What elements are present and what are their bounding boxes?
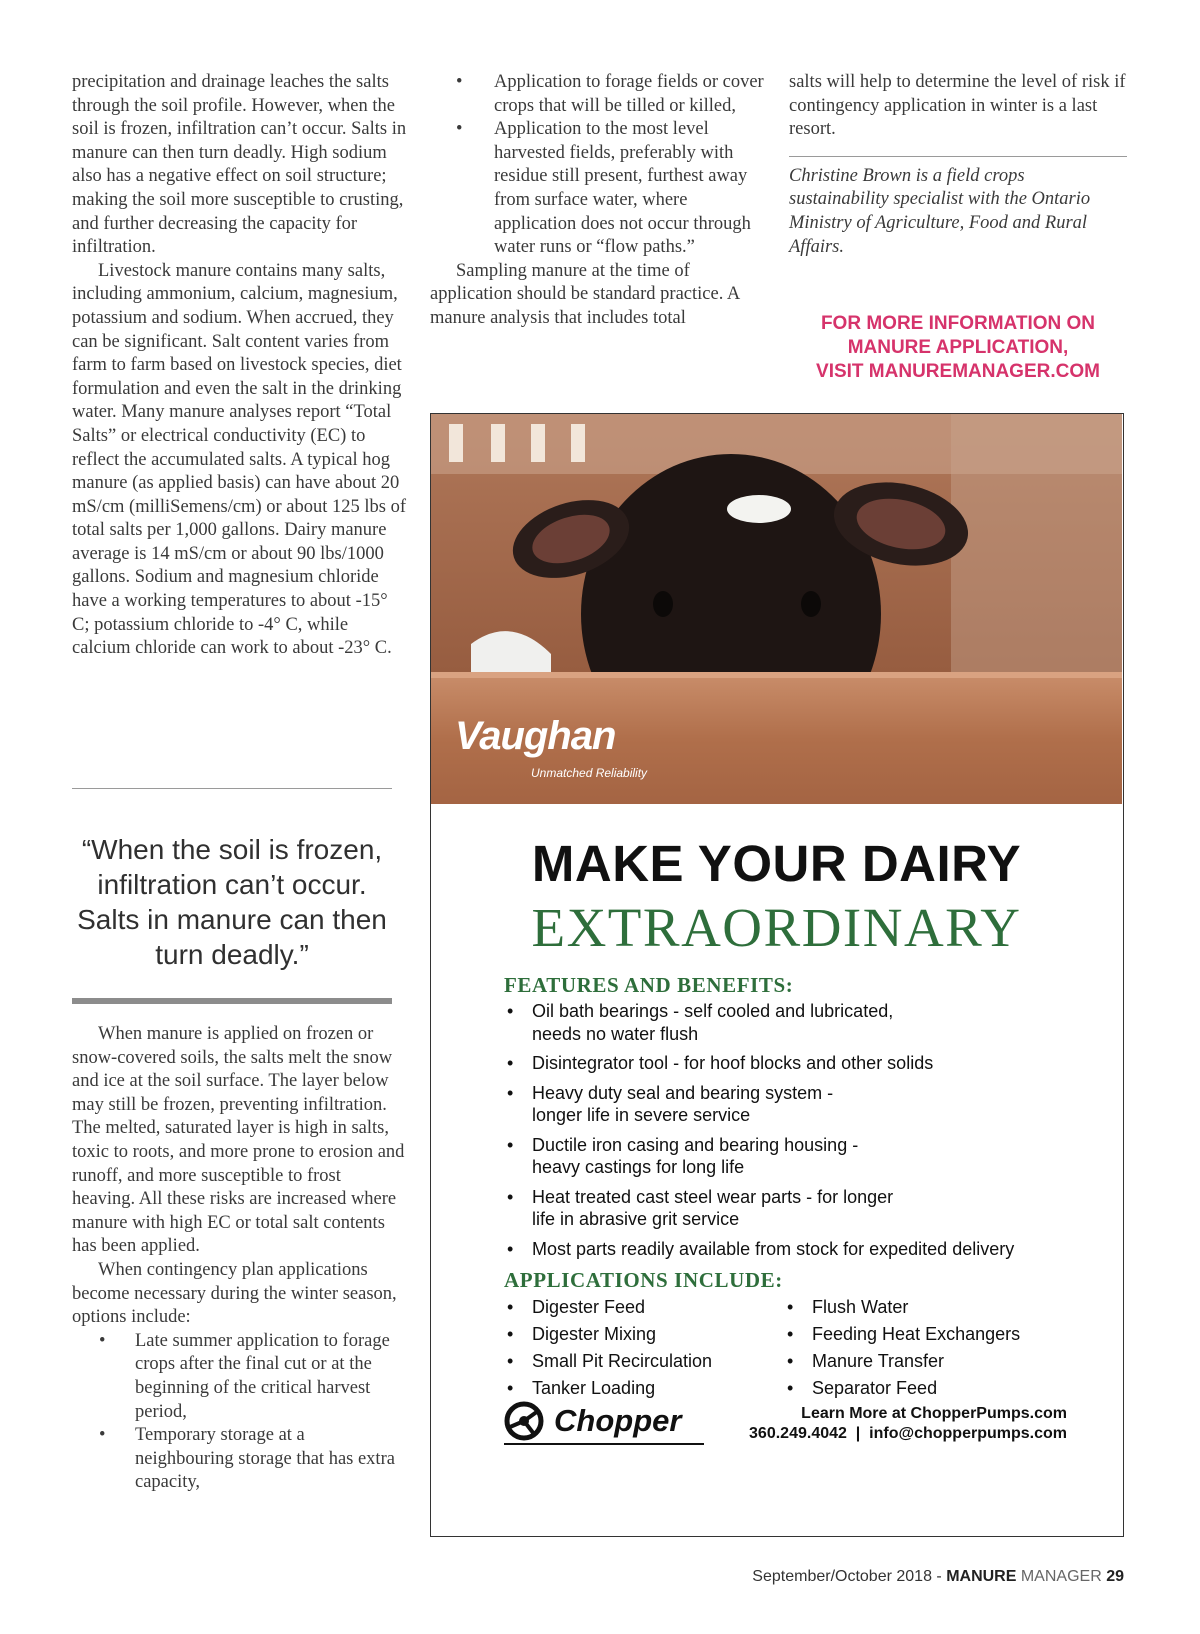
- feature-item: [504, 1238, 1014, 1261]
- list-item: • Application to the most level harvested fields, preferably with residue still present, furthest away from surface water, where application does not occur through water runs or “flow paths.”: [430, 118, 770, 260]
- divider: [72, 998, 392, 1004]
- divider: [72, 788, 392, 789]
- column-1: [72, 71, 408, 661]
- applications-heading: APPLICATIONS INCLUDE:: [504, 1268, 783, 1292]
- feature-line: Heat treated cast steel wear parts - for longer: [532, 1186, 894, 1207]
- advertisement[interactable]: [430, 413, 1124, 1537]
- feature-line: Most parts readily available from stock for expedited delivery: [532, 1238, 1015, 1259]
- paragraph: Sampling manure at the time of application should be standard practice. A manure analysis that includes total: [430, 260, 740, 328]
- paragraph: Livestock manure contains many salts, including ammonium, calcium, magnesium, potassium and sodium. When accrued, they can be significant. Salt content varies from farm to farm based on livestock species, diet formulation and even the salt in the drinking water. Many manure analyses report “Total Salts” or electrical conductivity (EC) to reflect the accumulated salts. A typical hog manure (as applied basis) can have about 20 mS/cm (milliSemens/cm) or about 125 lbs of total salts per 1,000 gallons. Dairy manure average is 14 mS/cm or about 90 lbs/1000 gallons. Sodium and magnesium chloride have a working temperatures to about -15° C; potassium chloride to -4° C, while calcium chloride can work to about -23° C.: [72, 260, 406, 659]
- magazine-name-light: MANAGER: [1016, 1568, 1102, 1585]
- author-byline: Christine Brown is a field crops sustainability specialist with the Ontario Ministry of Agriculture, Food and Rural Affairs.: [789, 165, 1091, 257]
- issue-date: September/October 2018 -: [752, 1568, 947, 1585]
- column-3: [789, 71, 1127, 259]
- cow-photo: [431, 414, 1122, 804]
- application-item: • Separator Feed: [784, 1377, 1020, 1400]
- page-footer: [752, 1568, 1124, 1586]
- column-1-continued: [72, 1023, 408, 1495]
- page-number: 29: [1101, 1568, 1124, 1585]
- callout-line: VISIT MANUREMANAGER.COM: [816, 361, 1100, 382]
- callout-line: FOR MORE INFORMATION ON: [820, 313, 1096, 334]
- divider: [789, 156, 1127, 157]
- application-item: • Digester Feed: [504, 1296, 712, 1319]
- contact-block: [749, 1404, 1067, 1444]
- feature-line: Ductile iron casing and bearing housing -: [532, 1134, 859, 1155]
- application-item: • Flush Water: [784, 1296, 1020, 1319]
- paragraph: precipitation and drainage leaches the salts through the soil profile. However, when the soil is frozen, infiltration can’t occur. Salts in manure can then turn deadly. High sodium also has a negative effect on soil structure; making the soil more susceptible to crusting, and further decreasing the capacity for infiltration.: [72, 72, 407, 258]
- application-item: • Small Pit Recirculation: [504, 1350, 712, 1373]
- vaughan-logo: Vaughan: [455, 714, 616, 758]
- feature-line: needs no water flush: [532, 1023, 699, 1044]
- feature-item: [504, 1134, 1014, 1179]
- applications-list-right: [784, 1296, 1020, 1404]
- feature-line: Oil bath bearings - self cooled and lubricated,: [532, 1001, 894, 1021]
- magazine-name-bold: MANURE: [946, 1568, 1017, 1585]
- feature-item: [504, 1000, 1014, 1045]
- vaughan-tagline: Unmatched Reliability: [531, 766, 648, 780]
- list-item: • Temporary storage at a neighbouring storage that has extra capacity,: [72, 1424, 408, 1495]
- paragraph: When manure is applied on frozen or snow-covered soils, the salts melt the snow and ice at the soil surface. The layer below may still be frozen, preventing infiltration. The melted, saturated layer is high in salts, toxic to roots, and more prone to erosion and runoff, and more susceptible to frost heaving. All these risks are increased where manure with high EC or total salt contents has been applied.: [72, 1024, 405, 1257]
- application-item: • Digester Mixing: [504, 1323, 712, 1346]
- application-item: • Tanker Loading: [504, 1377, 712, 1400]
- features-heading: FEATURES AND BENEFITS:: [504, 973, 794, 997]
- paragraph: salts will help to determine the level of risk if contingency application in winter is a last resort.: [789, 72, 1126, 140]
- feature-line: life in abrasive grit service: [532, 1209, 740, 1229]
- column-2: [430, 71, 770, 331]
- options-list: [72, 1330, 408, 1495]
- chopper-logo: [504, 1401, 704, 1445]
- feature-item: [504, 1052, 1014, 1075]
- pull-quote: “When the soil is frozen, infiltration can’t occur. Salts in manure can then turn deadly.”: [77, 834, 387, 970]
- feature-line: longer life in severe service: [532, 1105, 751, 1125]
- application-item: • Feeding Heat Exchangers: [784, 1323, 1020, 1346]
- applications-list-left: [504, 1296, 712, 1404]
- list-item: • Late summer application to forage crops after the final cut or at the beginning of the critical harvest period,: [72, 1330, 408, 1424]
- ad-headline: MAKE YOUR DAIRY: [531, 835, 1022, 892]
- application-item: • Manure Transfer: [784, 1350, 1020, 1373]
- list-item: • Application to forage fields or cover crops that will be tilled or killed,: [430, 71, 770, 118]
- logo-underline: [504, 1443, 704, 1445]
- feature-item: [504, 1186, 1014, 1231]
- callout-line: MANURE APPLICATION,: [847, 337, 1069, 358]
- more-info-callout: [789, 312, 1127, 384]
- features-list: [504, 1000, 1014, 1267]
- feature-line: Disintegrator tool - for hoof blocks and other solids: [532, 1053, 934, 1073]
- ad-subheadline: EXTRAORDINARY: [531, 897, 1022, 958]
- feature-line: heavy castings for long life: [532, 1157, 745, 1177]
- contact-details[interactable]: 360.249.4042 | info@chopperpumps.com: [749, 1425, 1067, 1442]
- paragraph: When contingency plan applications become necessary during the winter season, options include:: [72, 1259, 397, 1328]
- website-link[interactable]: Learn More at ChopperPumps.com: [801, 1405, 1067, 1422]
- chopper-wordmark: Chopper: [554, 1403, 682, 1438]
- feature-item: [504, 1082, 1014, 1127]
- feature-line: Heavy duty seal and bearing system -: [532, 1082, 834, 1103]
- chopper-gear-icon: [504, 1401, 552, 1441]
- options-list: [430, 71, 770, 260]
